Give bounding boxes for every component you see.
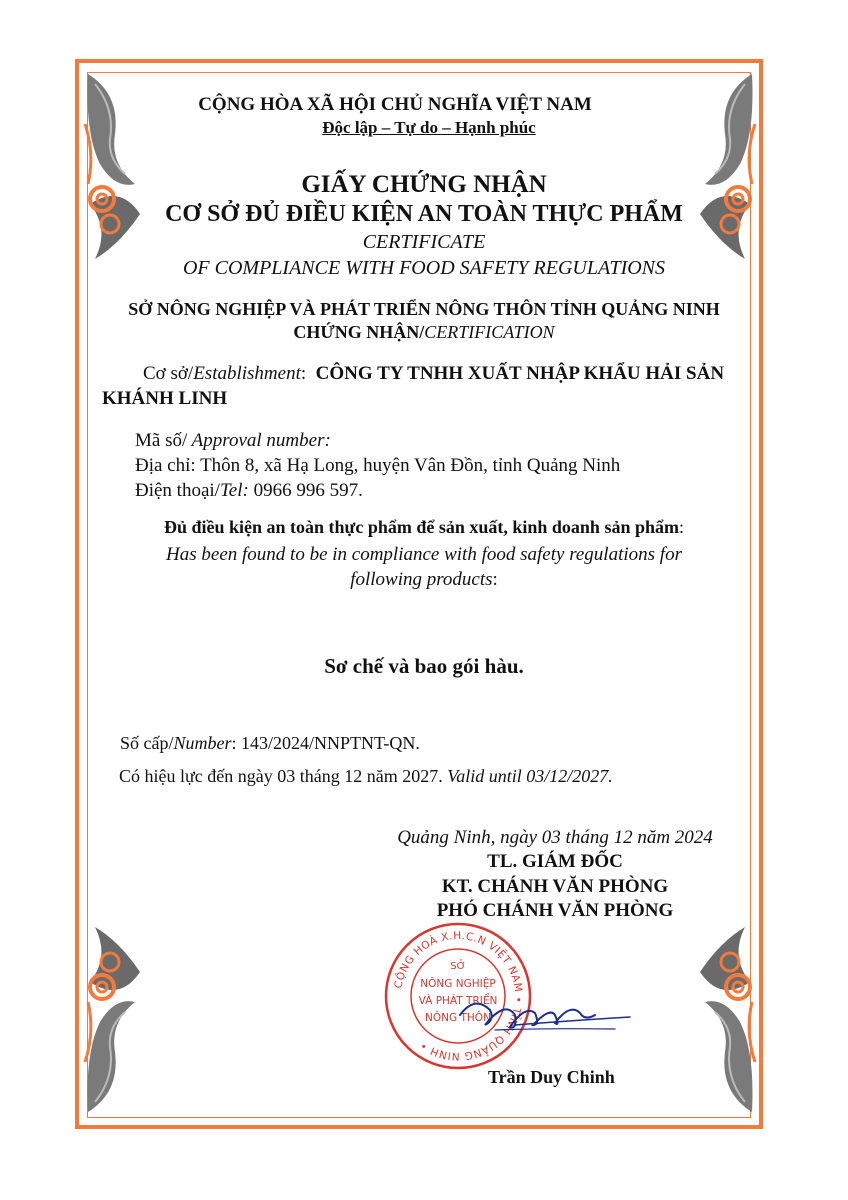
establishment-name: CÔNG TY TNHH XUẤT NHẬP KHẨU HẢI SẢN <box>315 363 725 384</box>
certificate-title-vi: GIẤY CHỨNG NHẬN <box>301 171 547 198</box>
compliance-text-vi: Đủ điều kiện an toàn thực phẩm để sản xuất, kinh doanh sản phẩm <box>164 517 679 537</box>
compliance-statement-en-2 <box>0 569 848 591</box>
certification-heading <box>0 322 848 343</box>
validity-en: Valid until 03/12/2027. <box>447 766 613 786</box>
seal-ring-text: CỘNG HOÀ X.H.C.N VIỆT NAM • TỈNH QUẢNG NINH • <box>392 929 525 1063</box>
validity-line <box>119 766 613 787</box>
corner-ornament-bottom-right <box>690 922 760 1122</box>
establishment-name-continued: KHÁNH LINH <box>102 388 228 409</box>
approval-label-en: Approval number: <box>187 430 331 451</box>
seal-line-4: NÔNG THÔN <box>425 1012 491 1024</box>
seal-line-2: NÔNG NGHIỆP <box>420 978 496 990</box>
issuing-department: SỞ NÔNG NGHIỆP VÀ PHÁT TRIỂN NÔNG THÔN TỈNH QUẢNG NINH <box>128 299 720 319</box>
certificate-number-line <box>120 733 420 754</box>
signer-role-1: TL. GIÁM ĐỐC <box>487 851 623 872</box>
certificate-subtitle-vi: CƠ SỞ ĐỦ ĐIỀU KIỆN AN TOÀN THỰC PHẨM <box>165 201 683 227</box>
address-line: Địa chỉ: Thôn 8, xã Hạ Long, huyện Vân Đồn, tỉnh Quảng Ninh <box>135 455 621 476</box>
number-label-vi: Số cấp/ <box>120 733 174 753</box>
phone-label-en: Tel: <box>219 480 249 501</box>
signer-role-2: KT. CHÁNH VĂN PHÒNG <box>441 876 669 897</box>
signer-name: Trần Duy Chinh <box>488 1067 615 1087</box>
phone-line <box>135 480 363 502</box>
phone-label-vi: Điện thoại/ <box>135 480 220 501</box>
validity-vi: Có hiệu lực đến ngày 03 tháng 12 năm 2027. <box>119 766 448 786</box>
approval-number-line <box>135 430 331 452</box>
certification-en: CERTIFICATION <box>424 322 555 342</box>
compliance-colon-vi: : <box>678 517 684 537</box>
certification-vi: CHỨNG NHẬN/ <box>293 322 425 342</box>
compliance-colon-en: : <box>492 569 498 590</box>
certified-product: Sơ chế và bao gói hàu. <box>324 654 524 678</box>
compliance-statement-vi <box>0 517 848 538</box>
certificate-number: : 143/2024/NNPTNT-QN. <box>231 733 420 753</box>
establishment-label-vi: Cơ sở/ <box>143 363 194 384</box>
establishment-line <box>143 363 724 385</box>
compliance-statement-en-1: Has been found to be in compliance with food safety regulations for <box>166 544 682 565</box>
signer-role-3: PHÓ CHÁNH VĂN PHÒNG <box>436 900 674 921</box>
handwritten-signature <box>455 985 635 1045</box>
corner-ornament-bottom-left <box>80 922 150 1122</box>
republic-name: CỘNG HÒA XÃ HỘI CHỦ NGHĨA VIỆT NAM <box>198 94 592 115</box>
phone-value: 0966 996 597. <box>248 480 363 501</box>
motto-text: Độc lập – Tự do – Hạnh phúc <box>322 118 536 137</box>
number-label-en: Number <box>173 733 232 753</box>
national-motto <box>0 118 848 138</box>
seal-line-3: VÀ PHÁT TRIỂN <box>418 995 498 1007</box>
certificate-title-en: CERTIFICATE <box>362 231 486 253</box>
establishment-label-colon: : <box>300 363 307 384</box>
compliance-text-en: following products <box>350 569 493 590</box>
establishment-label-en: Establishment <box>193 363 301 384</box>
seal-line-1: SỞ <box>450 961 466 972</box>
approval-label-vi: Mã số/ <box>135 430 188 451</box>
place-and-date: Quảng Ninh, ngày 03 tháng 12 năm 2024 <box>397 827 713 848</box>
certificate-subtitle-en: OF COMPLIANCE WITH FOOD SAFETY REGULATIONS <box>182 257 666 279</box>
